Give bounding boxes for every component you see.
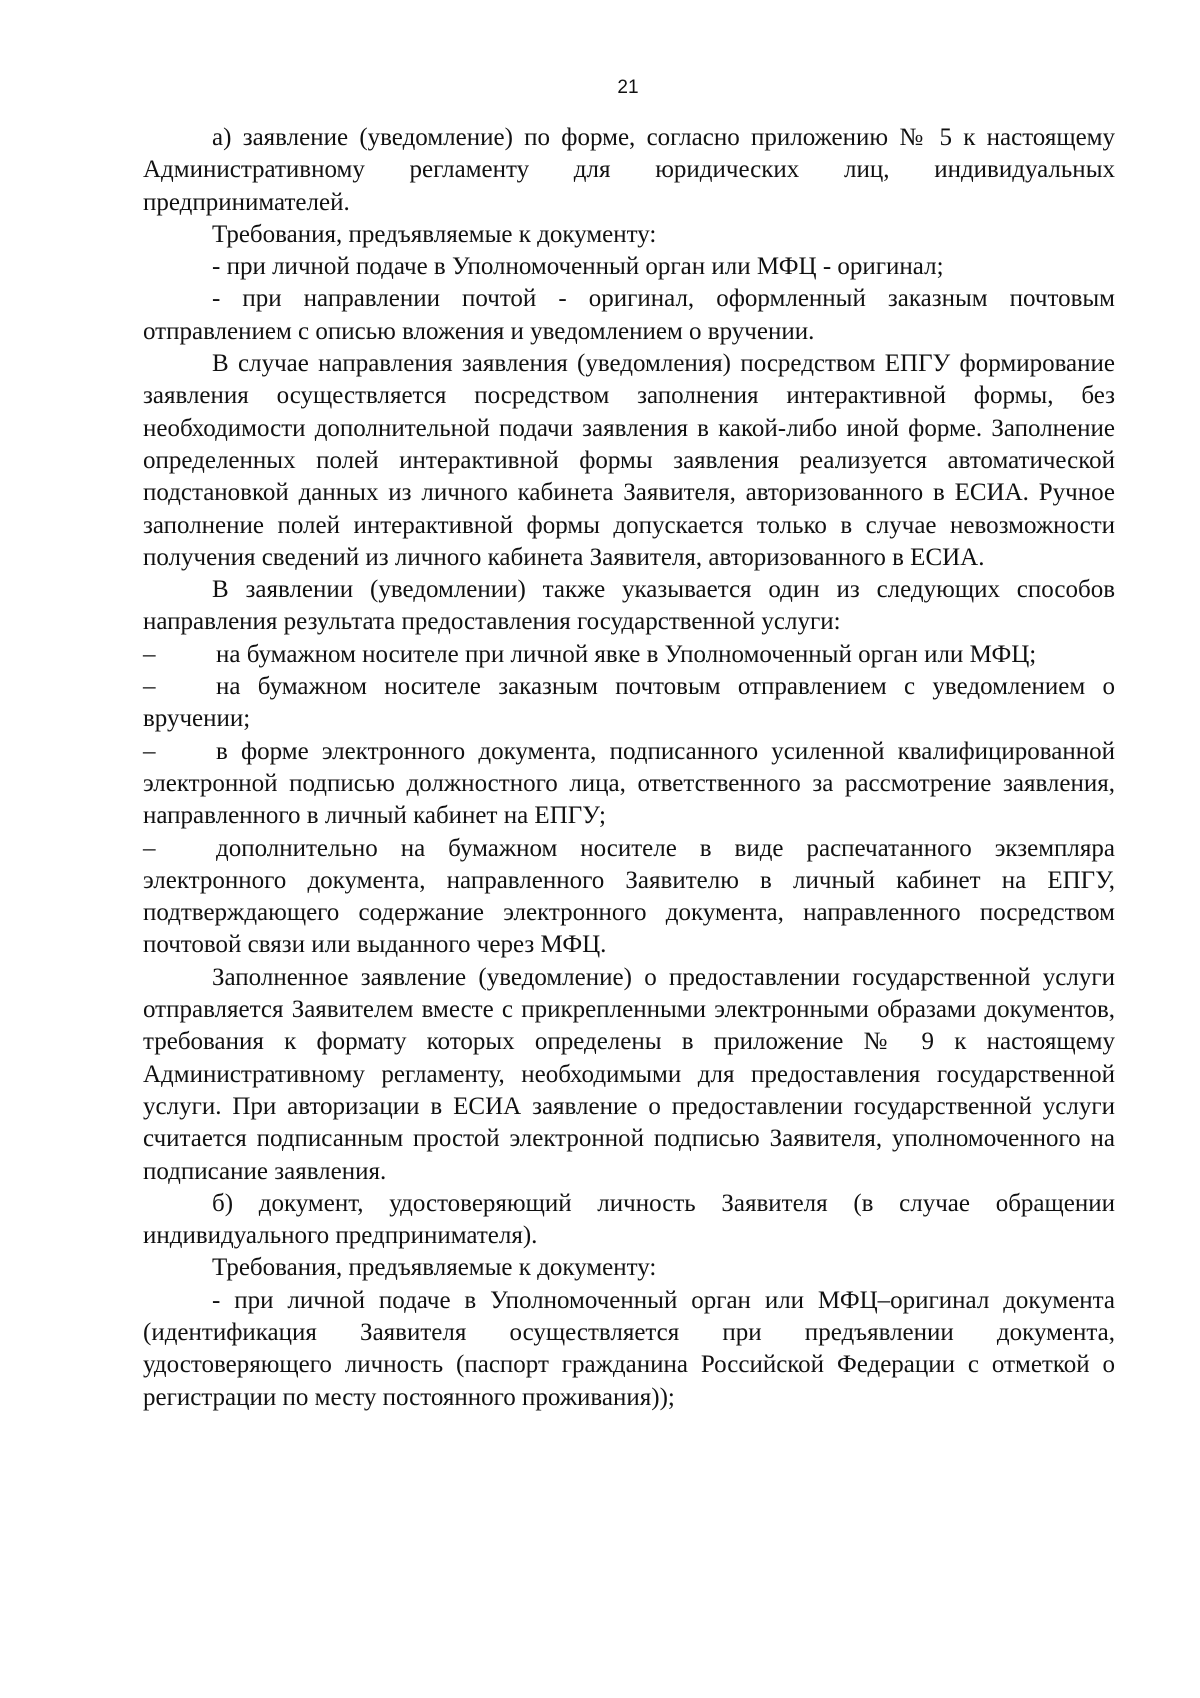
paragraph-application-form: а) заявление (уведомление) по форме, согласно приложению № 5 к настоящему Административному регламенту для юридических лиц, индивидуальных предпринимателей. bbox=[143, 124, 1115, 216]
list-item-delivery-option bbox=[143, 639, 1115, 671]
paragraph-epgu-submission: В случае направления заявления (уведомления) посредством ЕПГУ формирование заявления осуществляется посредством заполнения интерактивной формы, без необходимости дополнительной подачи заявления в какой-либо иной форме. Заполнение определенных полей интерактивной формы заявления реализуется автоматической подстановкой данных из личного кабинета Заявителя, авторизованного в ЕСИА. Ручное заполнение полей интерактивной формы допускается только в случае невозможности получения сведений из личного кабинета Заявителя, авторизованного в ЕСИА. bbox=[143, 350, 1115, 571]
list-item-delivery-option bbox=[143, 736, 1115, 833]
dash-marker: – bbox=[143, 640, 156, 668]
paragraph-delivery-methods-intro: В заявлении (уведомлении) также указывается один из следующих способов направления результата предоставления государственной услуги: bbox=[143, 576, 1115, 636]
list-item-text: на бумажном носителе при личной явке в Уполномоченный орган или МФЦ; bbox=[216, 640, 1037, 668]
paragraph-personal-submission: - при личной подаче в Уполномоченный орган или МФЦ - оригинал; bbox=[212, 253, 944, 281]
document-body bbox=[143, 122, 1115, 1414]
list-item-text: в форме электронного документа, подписанного усиленной квалифицированной электронной подписью должностного лица, ответственного за рассмотрение заявления, направленного в личный кабинет на ЕПГУ; bbox=[143, 737, 1115, 830]
list-item-delivery-option bbox=[143, 671, 1115, 736]
paragraph-postal-submission: - при направлении почтой - оригинал, оформленный заказным почтовым отправлением с описью вложения и уведомлением о вручении. bbox=[143, 285, 1115, 345]
paragraph-requirements-heading-2: Требования, предъявляемые к документу: bbox=[212, 1254, 657, 1282]
paragraph-requirements-heading: Требования, предъявляемые к документу: bbox=[212, 220, 657, 248]
page-number: 21 bbox=[617, 77, 639, 98]
list-item-text: дополнительно на бумажном носителе в виде распечатанного экземпляра электронного документа, направленного Заявителю в личный кабинет на ЕПГУ, подтверждающего содержание электронного документа, направленного посредством почтовой связи или выданного через МФЦ. bbox=[143, 834, 1115, 959]
dash-marker: – bbox=[143, 834, 156, 862]
paragraph-completed-application: Заполненное заявление (уведомление) о предоставлении государственной услуги отправляется Заявителем вместе с прикрепленными электронными образами документов, требования к формату которых определены в приложение № 9 к настоящему Административному регламенту, необходимыми для предоставления государственной услуги. При авторизации в ЕСИА заявление о предоставлении государственной услуги считается подписанным простой электронной подписью Заявителя, уполномоченного на подписание заявления. bbox=[143, 963, 1115, 1185]
paragraph-identity-personal-submission: - при личной подаче в Уполномоченный орган или МФЦ–оригинал документа (идентификация Заявителя осуществляется при предъявлении документа, удостоверяющего личность (паспорт гражданина Российской Федерации с отметкой о регистрации по месту постоянного проживания)); bbox=[143, 1286, 1115, 1411]
list-item-delivery-option bbox=[143, 833, 1115, 962]
paragraph-identity-document: б) документ, удостоверяющий личность Заявителя (в случае обращении индивидуального предпринимателя). bbox=[143, 1189, 1115, 1250]
dash-marker: – bbox=[143, 737, 156, 765]
dash-marker: – bbox=[143, 673, 156, 701]
list-item-text: на бумажном носителе заказным почтовым отправлением с уведомлением о вручении; bbox=[143, 673, 1115, 733]
